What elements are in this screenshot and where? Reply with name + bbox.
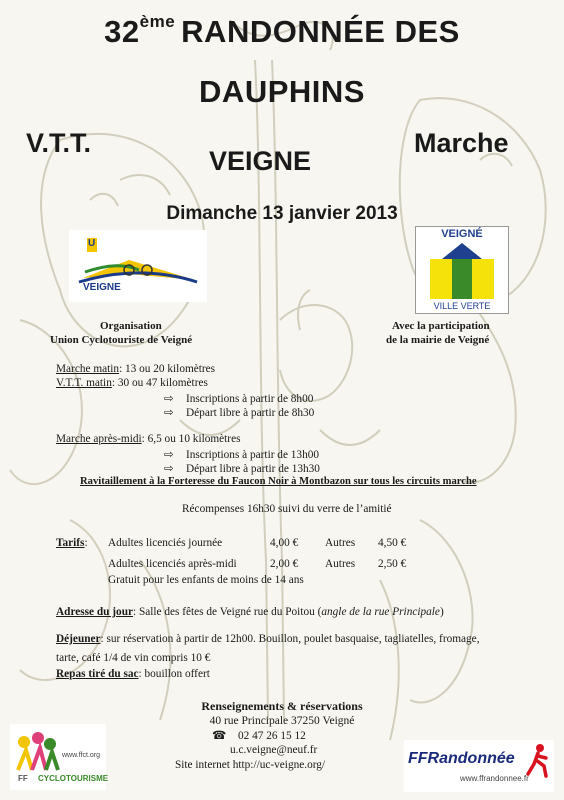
town-logo <box>415 226 509 314</box>
vtt-matin-label: V.T.T. matin <box>56 377 112 389</box>
tarif-desc: Adultes licenciés journée <box>108 537 223 549</box>
event-date: Dimanche 13 janvier 2013 <box>166 203 398 224</box>
tarif-free-note: Gratuit pour les enfants de moins de 14 ans <box>108 574 304 586</box>
ffct-name: CYCLOTOURISME <box>38 774 109 783</box>
club-logo <box>69 230 207 302</box>
adresse-text: : Salle des fêtes de Veigné rue du Poitou ( <box>133 606 322 618</box>
town-heading: VEIGNE <box>209 146 312 176</box>
marche-matin-label: Marche matin <box>56 363 120 375</box>
arrow-icon: ⇨ <box>164 449 174 461</box>
afternoon-inscriptions-text: Inscriptions à partir de 13h00 <box>186 449 320 461</box>
morning-depart-text: Départ libre à partir de 8h30 <box>186 407 315 419</box>
ffrandonnee-logo <box>404 740 554 792</box>
page-title <box>0 14 564 50</box>
morning-inscriptions-text: Inscriptions à partir de 8h00 <box>186 393 314 405</box>
tarif-other-label-1: Autres <box>325 537 356 549</box>
tarifs-colon: : <box>84 537 88 549</box>
town-logo-name: VEIGNÉ <box>441 228 483 240</box>
ffct-prefix: FF <box>18 774 28 783</box>
afternoon-inscriptions <box>164 448 319 461</box>
walker-icon <box>526 744 550 778</box>
ffct-logo <box>10 724 109 790</box>
tarif-row-1 <box>108 537 222 549</box>
arrow-icon: ⇨ <box>164 407 174 419</box>
tarifs-label-row <box>56 537 88 549</box>
adresse-label: Adresse du jour <box>56 606 133 618</box>
club-logo-text: VEIGNE <box>83 282 121 293</box>
marche-am-value: : 6,5 ou 10 kilomètres <box>141 433 241 445</box>
adresse-row <box>56 606 444 618</box>
title-line-1: RANDONNÉE DES <box>181 14 460 49</box>
tarifs-label: Tarifs <box>56 537 85 549</box>
town-logo-tagline: VILLE VERTE <box>433 301 491 311</box>
contact-title: Renseignements & réservations <box>201 699 363 713</box>
adresse-italic: angle de la rue Principale <box>321 606 440 618</box>
contact-phone: 02 47 26 15 12 <box>238 730 306 742</box>
ravitaillement-note: Ravitaillement à la Forteresse du Faucon Noir à Montbazon sur tous les circuits marche <box>80 476 477 487</box>
ffct-url: www.ffct.org <box>62 752 100 759</box>
vtt-matin-value: : 30 ou 47 kilomètres <box>111 377 208 389</box>
repas-row <box>56 668 210 680</box>
recompenses-note: Récompenses 16h30 suivi du verre de l’amitié <box>182 503 392 515</box>
vtt-matin-row <box>56 377 208 389</box>
marche-am-row <box>56 433 240 445</box>
tarif-other-price-2: 2,50 € <box>378 558 407 570</box>
dejeuner-line-1: : sur réservation à partir de 12h00. Bouillon, poulet basquaise, tagliatelles, fromage, <box>100 633 480 645</box>
participation-label: Avec la participation <box>392 320 490 332</box>
tarif-other-price-1: 4,50 € <box>378 537 407 549</box>
edition-suffix: ème <box>139 12 176 31</box>
dejeuner-label: Déjeuner <box>56 633 101 645</box>
marche-matin-row <box>56 363 215 375</box>
ffrandonnee-url: www.ffrandonnee.fr <box>460 774 529 783</box>
participation-name: de la mairie de Veigné <box>386 334 490 346</box>
afternoon-depart <box>164 462 320 475</box>
marche-matin-value: : 13 ou 20 kilomètres <box>119 363 216 375</box>
repas-text: : bouillon offert <box>138 668 210 680</box>
contact-email[interactable]: u.c.veigne@neuf.fr <box>230 744 318 756</box>
edition-number: 32 <box>104 14 140 49</box>
vtt-heading: V.T.T. <box>26 128 92 158</box>
dejeuner-line-2: tarte, café 1/4 de vin compris 10 € <box>56 652 211 664</box>
contact-address: 40 rue Principale 37250 Veigné <box>209 715 355 727</box>
ffrandonnee-name: FFRandonnée <box>408 750 515 767</box>
arrow-icon: ⇨ <box>164 393 174 405</box>
organisation-name: Union Cyclotouriste de Veigné <box>50 334 193 346</box>
town-logo-graphic <box>416 241 508 301</box>
morning-inscriptions <box>164 392 313 405</box>
contact-website[interactable]: Site internet http://uc-veigne.org/ <box>175 759 326 771</box>
tarif-price-1: 4,00 € <box>270 537 299 549</box>
adresse-close: ) <box>439 606 444 618</box>
tarif-row-2: Adultes licenciés après-midi <box>108 558 237 570</box>
page-title-line-2: DAUPHINS <box>199 74 365 109</box>
marche-heading: Marche <box>414 128 509 158</box>
afternoon-depart-text: Départ libre à partir de 13h30 <box>186 463 320 475</box>
tarif-price-2: 2,00 € <box>270 558 299 570</box>
phone-icon: ☎ <box>212 730 227 742</box>
club-logo-letter: U <box>88 238 96 249</box>
repas-label: Repas tiré du sac <box>56 668 139 680</box>
marche-am-label: Marche après-midi <box>56 433 142 445</box>
dejeuner-row <box>56 633 480 645</box>
tarif-other-label-2: Autres <box>325 558 356 570</box>
contact-phone-row <box>212 729 306 742</box>
arrow-icon: ⇨ <box>164 463 174 475</box>
organisation-label: Organisation <box>100 320 162 332</box>
morning-depart <box>164 406 314 419</box>
